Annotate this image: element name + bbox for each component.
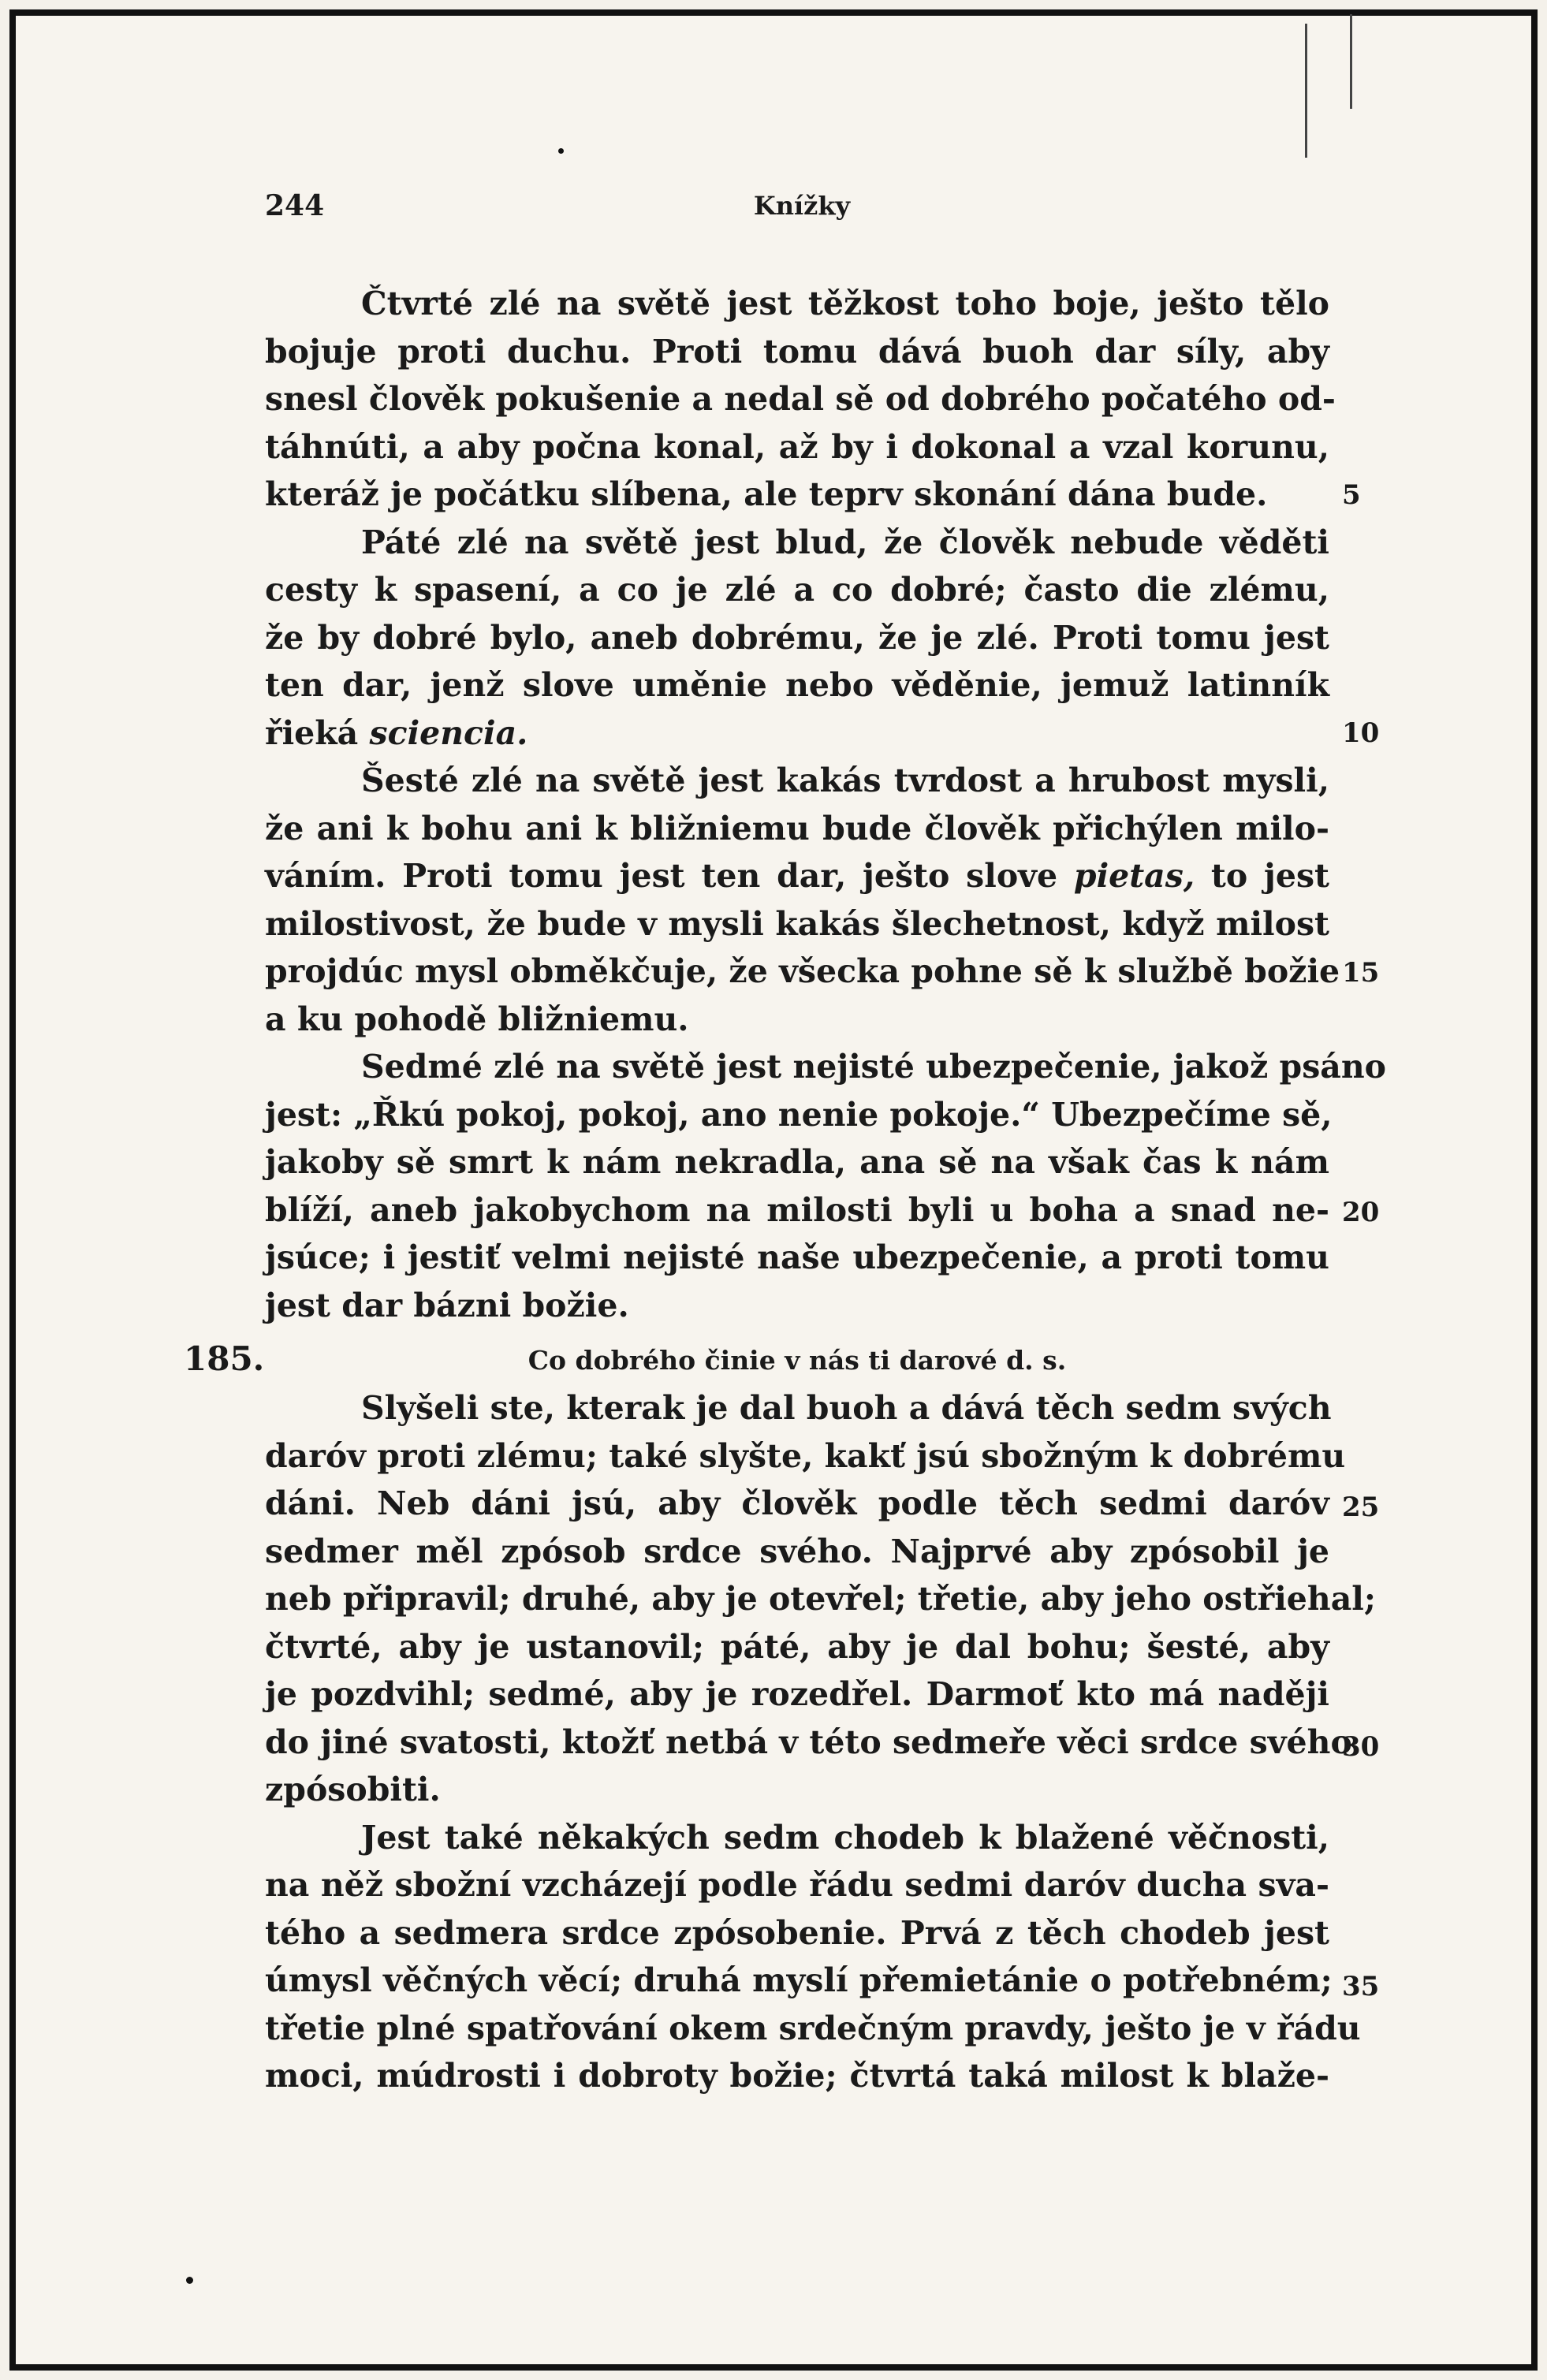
text-line [265,852,1329,900]
latin-term: sciencia. [369,713,528,752]
text-line: Slyšeli ste, kterak je dal buoh a dává těch sedm svých [361,1389,1332,1427]
text-line: jsúce; i jestiť velmi nejisté naše ubezpečenie, a proti tomu [265,1238,1329,1276]
text-line: Čtvrté zlé na světě jest těžkost toho boje, ješto tělo [361,285,1329,322]
text-line: projdúc mysl obměkčuje, že všecka pohne sě k službě božie [265,952,1340,990]
margin-line-number: 25 [1342,1492,1380,1523]
text-line: úmysl věčných věcí; druhá myslí přemietánie o potřebném; [265,1961,1333,1999]
text-line: tého a sedmera srdce zpósobenie. Prvá z těch chodeb jest [265,1913,1329,1952]
text-line: sedmer měl zpósob srdce svého. Najprvé aby zpósobil je [265,1532,1329,1570]
text-line: jest: „Řkú pokoj, pokoj, ano nenie pokoje.“ Ubezpečíme sě, [265,1095,1333,1134]
text-line: zpósobiti. [265,1771,441,1808]
text-fragment: váním. Proti tomu jest ten dar, ješto slove [265,857,1074,895]
text-line: že by dobré bylo, aneb dobrému, že je zlé. Proti tomu jest [265,618,1329,657]
margin-line-number: 10 [1342,717,1380,749]
margin-line-number: 20 [1342,1197,1380,1228]
text-line: kteráž je počátku slíbena, ale teprv skonání dána bude. [265,475,1268,513]
margin-line-number: 30 [1342,1731,1380,1763]
running-title: Knížky [753,191,851,221]
text-line: a ku pohodě bližniemu. [265,1000,689,1038]
text-line [265,710,1329,758]
scan-edge-line [1350,14,1352,109]
section-number: 185. [184,1339,265,1378]
margin-line-number: 5 [1342,479,1361,511]
text-line: dáni. Neb dáni jsú, aby člověk podle těch sedmi daróv [265,1484,1329,1522]
text-line: táhnúti, a aby počna konal, až by i dokonal a vzal korunu, [265,427,1329,466]
text-fragment: to jest [1195,857,1329,895]
margin-line-number: 15 [1342,957,1380,989]
text-line: daróv proti zlému; také slyšte, kakť jsú sbožným k dobrému [265,1436,1346,1475]
text-line: čtvrté, aby je ustanovil; páté, aby je dal bohu; šesté, aby [265,1627,1329,1666]
text-line: do jiné svatosti, ktožť netbá v této sedmeře věci srdce svého [265,1723,1352,1761]
text-line: Jest také někakých sedm chodeb k blažené věčnosti, [361,1818,1329,1857]
text-line: blíží, aneb jakobychom na milosti byli u boha a snad ne- [265,1190,1329,1229]
text-line: moci, múdrosti i dobroty božie; čtvrtá taká milost k blaže- [265,2057,1329,2095]
text-line: Páté zlé na světě jest blud, že člověk nebude věděti [361,523,1329,561]
text-line: třetie plné spatřování okem srdečným pravdy, ješto je v řádu [265,2009,1361,2047]
text-line: bojuje proti duchu. Proti tomu dává buoh dar síly, aby [265,332,1329,371]
margin-line-number: 35 [1342,1971,1380,2002]
page-number: 244 [265,189,325,222]
text-line: Sedmé zlé na světě jest nejisté ubezpečenie, jakož psáno [361,1048,1387,1086]
text-line: ten dar, jenž slove uměnie nebo věděnie, jemuž latinník [265,666,1329,704]
section-heading [184,1329,1329,1384]
text-line: neb připravil; druhé, aby je otevřel; třetie, aby jeho ostřiehal; [265,1580,1376,1618]
text-line: je pozdvihl; sedmé, aby je rozedřel. Darmoť kto má naději [265,1675,1329,1713]
scan-speck [186,2277,193,2284]
latin-term: pietas, [1073,857,1195,895]
scan-speck [558,148,564,154]
scan-edge-line [1305,24,1307,158]
text-line: snesl člověk pokušenie a nedal sě od dobrého počatého od- [265,380,1336,418]
text-line: cesty k spasení, a co je zlé a co dobré; často die zlému, [265,571,1329,609]
page-header [265,189,1339,221]
text-line: jakoby sě smrt k nám nekradla, ana sě na však čas k nám [265,1143,1329,1181]
text-line: milostivost, že bude v mysli kakás šlechetnost, když milost [265,904,1329,943]
section-title: Co dobrého činie v nás ti darové d. s. [527,1345,1067,1376]
text-line: že ani k bohu ani k bližniemu bude člověk přichýlen milo- [265,809,1329,847]
text-fragment: řieká [265,713,370,752]
text-line: jest dar bázni božie. [265,1286,629,1324]
text-line: na něž sbožní vzcházejí podle řádu sedmi daróv ducha sva- [265,1866,1329,1904]
text-line: Šesté zlé na světě jest kakás tvrdost a hrubost mysli, [361,762,1329,799]
